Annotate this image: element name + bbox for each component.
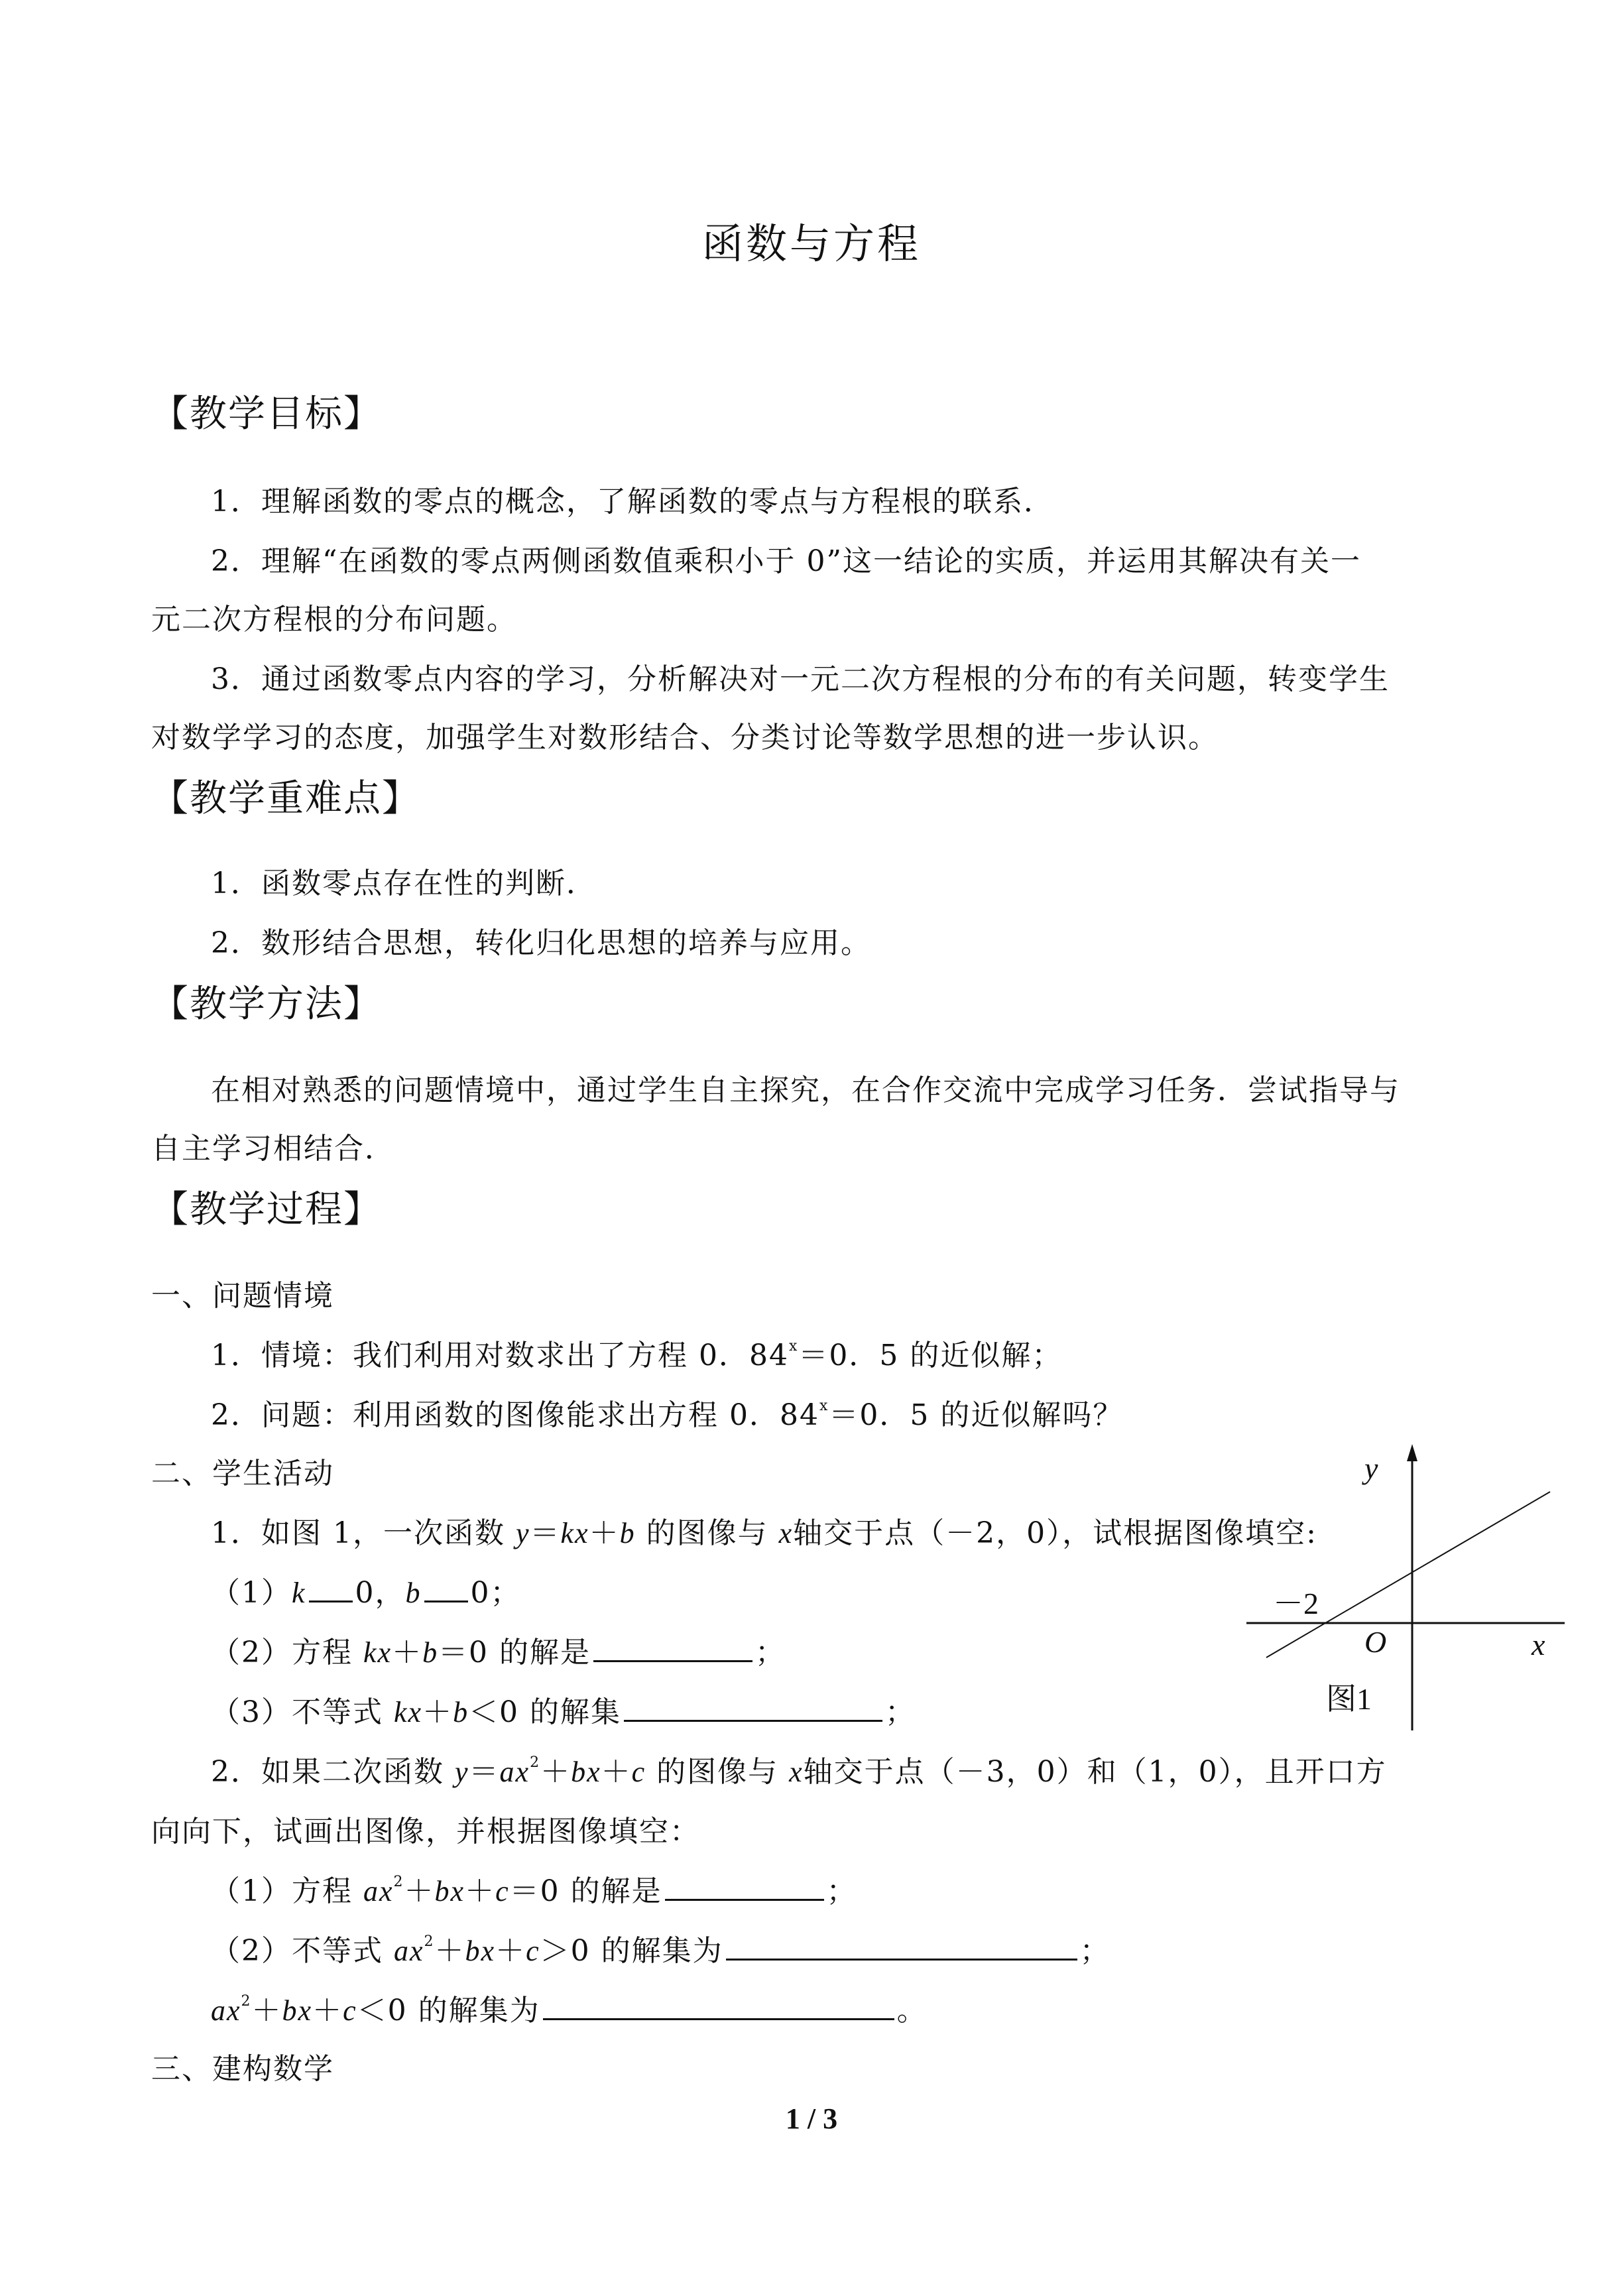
goal-1: 1．理解函数的零点的概念，了解函数的零点与方程根的联系． (211, 485, 1054, 518)
method-line1: 在相对熟悉的问题情境中，通过学生自主探究，在合作交流中完成学习任务．尝试指导与 (211, 1073, 1400, 1107)
activity-1: 1．如图 1，一次函数 y＝kx＋b 的图像与 x轴交于点（－2，0），试根据图像填空: (211, 1516, 1317, 1550)
method-line2: 自主学习相结合． (151, 1132, 395, 1166)
neg2-label: －2 (1273, 1587, 1319, 1620)
activity-2-q1: （1）方程 $ax^2+bx+c=0$ 的解是 ； (211, 1874, 857, 1908)
blank-solution-set-2[interactable] (726, 1932, 1077, 1961)
page-number: 1 / 3 (785, 2102, 838, 2135)
activity-2-line1: 2．如果二次函数 $y=ax^2+bx+c$ 的图像与 x轴交于点（－3，0）和（1，0），且开口方 (211, 1754, 1387, 1789)
goal-2-line2: 元二次方程根的分布问题。 (151, 603, 517, 636)
keypoint-2: 2．数形结合思想，转化归化思想的培养与应用。 (211, 926, 871, 960)
section-goals: 【教学目标】 (151, 393, 382, 436)
blank-solution-set-3[interactable] (543, 1992, 894, 2020)
blank-solution-1[interactable] (593, 1634, 752, 1662)
situation-line: 1．情境：我们利用对数求出了方程 0．$84^x=0$．5 的近似解； (211, 1338, 1063, 1372)
section-process: 【教学过程】 (151, 1188, 382, 1231)
part-1-heading: 一、问题情境 (151, 1279, 334, 1313)
goal-2-line1: 2．理解“在函数的零点两侧函数值乘积小于 0”这一结论的实质，并运用其解决有关一 (211, 544, 1361, 578)
activity-2-q2: （2）不等式 $ax^2+bx+c>0$ 的解集为 ； (211, 1933, 1111, 1968)
blank-solution-2[interactable] (665, 1872, 824, 1901)
goal-3-line1: 3．通过函数零点内容的学习，分析解决对一元二次方程根的分布的有关问题，转变学生 (211, 662, 1390, 696)
activity-2-line2: 向向下，试画出图像，并根据图像填空： (151, 1815, 700, 1848)
section-keypoints: 【教学重难点】 (151, 777, 420, 820)
blank-k[interactable] (309, 1574, 353, 1602)
blank-solution-set-1[interactable] (624, 1693, 882, 1722)
section-methods: 【教学方法】 (151, 983, 382, 1026)
activity-1-q1: （1）k 0，b 0； (211, 1569, 521, 1611)
figure-1 (1233, 1439, 1578, 1744)
y-axis-label: y (1364, 1451, 1378, 1485)
page-title: 函数与方程 (701, 219, 921, 268)
activity-1-q3: （3）不等式 kx＋b＜0 的解集 ； (211, 1688, 916, 1730)
figure-caption: 图1 (1326, 1682, 1372, 1716)
x-axis-label: x (1532, 1628, 1545, 1662)
activity-2-q3: $ax^2+bx+c<0$ 的解集为 。 (211, 1993, 928, 2027)
function-line (1266, 1492, 1550, 1658)
part-2-heading: 二、学生活动 (151, 1457, 334, 1490)
part-3-heading: 三、建构数学 (151, 2052, 334, 2086)
goal-3-line2: 对数学学习的态度，加强学生对数形结合、分类讨论等数学思想的进一步认识。 (151, 721, 1219, 755)
keypoint-1: 1．函数零点存在性的判断． (211, 867, 597, 900)
y-axis-arrow (1407, 1444, 1417, 1461)
question-line: 2．问题：利用函数的图像能求出方程 0．$84^x=0$．5 的近似解吗？ (211, 1398, 1124, 1432)
activity-1-q2: （2）方程 kx＋b＝0 的解是 ； (211, 1628, 786, 1671)
origin-label: O (1364, 1625, 1387, 1659)
blank-b[interactable] (424, 1574, 468, 1602)
